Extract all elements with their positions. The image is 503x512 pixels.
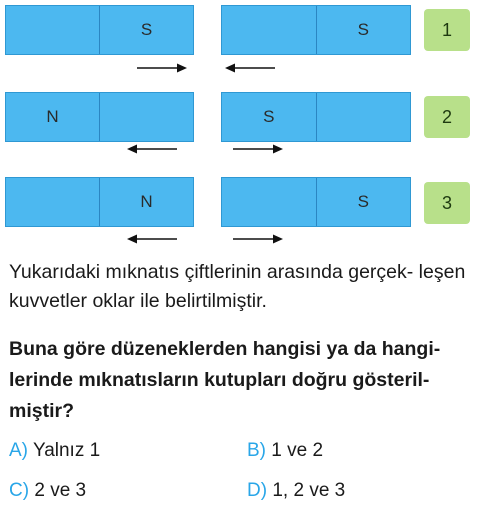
- arrow-left-icon: [126, 143, 178, 155]
- setup-number-1: 1: [424, 9, 470, 51]
- magnet-pole-label: [222, 6, 316, 54]
- arrow-right-icon: [232, 143, 284, 155]
- arrow-left-icon: [126, 233, 178, 245]
- magnet-row3-right: [221, 177, 411, 227]
- option-letter: B): [247, 440, 266, 461]
- magnet-pole-label: S: [99, 6, 193, 54]
- option-c[interactable]: [9, 480, 86, 502]
- magnet-row3-left: [5, 177, 194, 227]
- setup-number-2: 2: [424, 96, 470, 138]
- option-letter: D): [247, 480, 268, 501]
- option-a[interactable]: [9, 440, 100, 462]
- magnet-row1-left: [5, 5, 194, 55]
- magnet-pole-label: [316, 93, 411, 141]
- option-d[interactable]: [247, 480, 345, 502]
- magnet-pole-label: N: [99, 178, 193, 226]
- magnet-pole-label: [6, 6, 99, 54]
- option-text: 2 ve 3: [34, 480, 87, 501]
- option-text: 1 ve 2: [271, 440, 324, 461]
- magnet-pole-label: N: [46, 107, 59, 126]
- option-text: Yalnız 1: [32, 440, 101, 461]
- magnet-pole-label: [99, 93, 193, 141]
- question-text: Buna göre düzeneklerden hangisi ya da hangi- lerinde mıknatısların kutupları doğru gösteril- miştir?: [9, 338, 441, 422]
- arrow-right-icon: [136, 62, 188, 74]
- arrow-left-icon: [224, 62, 276, 74]
- arrow-right-icon: [232, 233, 284, 245]
- magnet-pole-label: S: [316, 6, 411, 54]
- option-letter: C): [9, 480, 30, 501]
- magnet-row2-right: [221, 92, 411, 142]
- magnet-pole-label: [222, 178, 316, 226]
- setup-number-3: 3: [424, 182, 470, 224]
- problem-statement: Yukarıdaki mıknatıs çiftlerinin arasında gerçek- leşen kuvvetler oklar ile belirtilmiştir.: [9, 261, 466, 312]
- magnet-row1-right: [221, 5, 411, 55]
- option-text: 1, 2 ve 3: [272, 480, 346, 501]
- magnet-pole-label: S: [263, 107, 275, 126]
- option-letter: A): [9, 440, 28, 461]
- magnet-pole-label: S: [316, 178, 411, 226]
- magnet-row2-left: [5, 92, 194, 142]
- option-b[interactable]: [247, 440, 323, 462]
- magnet-pole-label: [6, 178, 99, 226]
